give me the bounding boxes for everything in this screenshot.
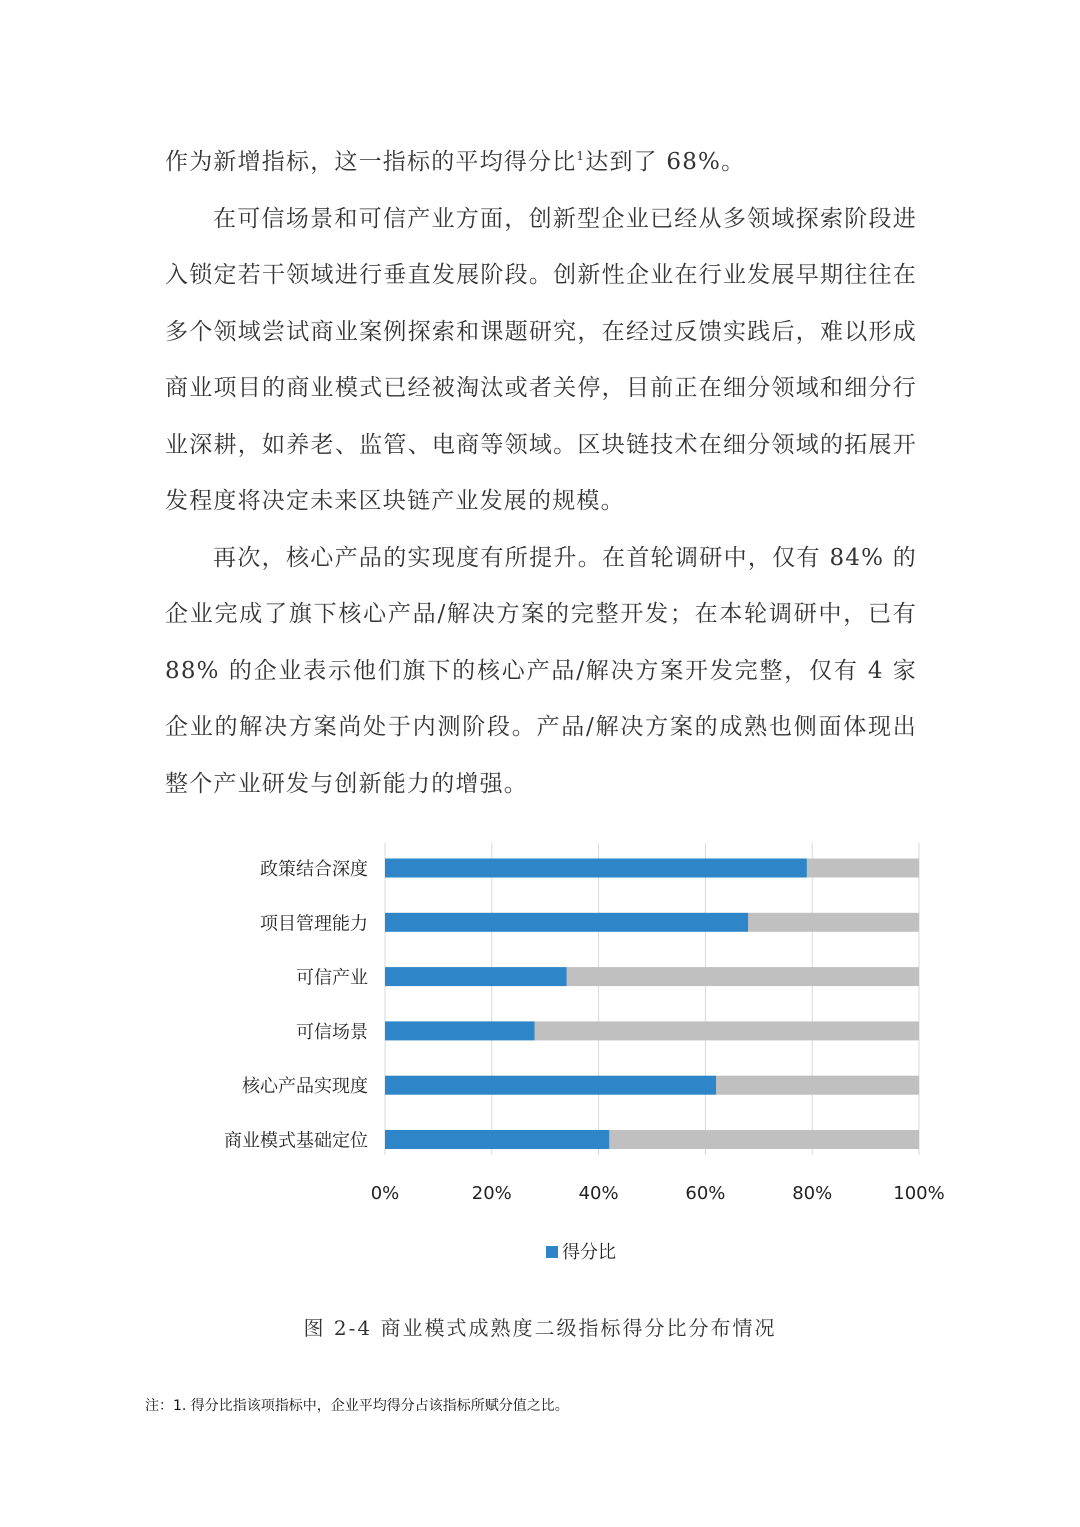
- bar: [385, 913, 748, 932]
- footnote-ref[interactable]: 1: [576, 149, 586, 163]
- body-text: [165, 134, 917, 812]
- legend-swatch: [546, 1246, 558, 1258]
- paragraph-2: 在可信场景和可信产业方面，创新型企业已经从多领域探索阶段进入锁定若干领域进行垂直发展阶段。创新性企业在行业发展早期往往在多个领域尝试商业案例探索和课题研究，在经过反馈实践后，难以形成商业项目的商业模式已经被淘汰或者关停，目前正在细分领域和细分行业深耕，如养老、监管、电商等领域。区块链技术在细分领域的拓展开发程度将决定未来区块链产业发展的规模。: [165, 205, 917, 514]
- bar: [385, 1130, 609, 1149]
- x-tick-label: 20%: [471, 1183, 512, 1204]
- paragraph-3: 再次，核心产品的实现度有所提升。在首轮调研中，仅有 84% 的企业完成了旗下核心产品/解决方案的完整开发；在本轮调研中，已有 88% 的企业表示他们旗下的核心产品/解决方案开发完整，仅有 4 家企业的解决方案尚处于内测阶段。产品/解决方案的成熟也侧面体现出整个产业研发与创新能力的增强。: [165, 544, 917, 797]
- bar: [385, 859, 807, 878]
- bar-remainder: [716, 1076, 919, 1095]
- paragraph-1-text-a: 作为新增指标，这一指标的平均得分比: [165, 149, 577, 175]
- bar-remainder: [567, 967, 919, 986]
- x-tick-label: 80%: [792, 1183, 833, 1204]
- bar-remainder: [748, 913, 919, 932]
- x-tick-label: 60%: [685, 1183, 726, 1204]
- legend-label: 得分比: [562, 1242, 616, 1263]
- bar-chart: [150, 835, 970, 1275]
- category-label: 可信产业: [296, 967, 368, 989]
- x-tick-label: 100%: [893, 1183, 945, 1204]
- bar-chart-svg: [150, 835, 970, 1275]
- category-label: 政策结合深度: [260, 859, 368, 880]
- category-label: 项目管理能力: [260, 913, 368, 935]
- bar: [385, 1021, 535, 1040]
- bar-remainder: [535, 1021, 919, 1040]
- category-label: 商业模式基础定位: [224, 1130, 368, 1152]
- paragraph-1: [165, 134, 917, 191]
- bar: [385, 967, 567, 986]
- bar-remainder: [609, 1130, 919, 1149]
- bar-remainder: [807, 859, 919, 878]
- figure-caption: 图 2-4 商业模式成熟度二级指标得分比分布情况: [303, 1316, 777, 1340]
- category-label: 核心产品实现度: [242, 1076, 368, 1098]
- bar: [385, 1076, 716, 1095]
- paragraph-1-text-b: 达到了 68%。: [585, 149, 746, 175]
- x-tick-label: 0%: [370, 1183, 400, 1204]
- category-label: 可信场景: [296, 1021, 368, 1043]
- footnote: 注：1. 得分比指该项指标中，企业平均得分占该指标所赋分值之比。: [145, 1398, 569, 1414]
- x-tick-label: 40%: [578, 1183, 619, 1204]
